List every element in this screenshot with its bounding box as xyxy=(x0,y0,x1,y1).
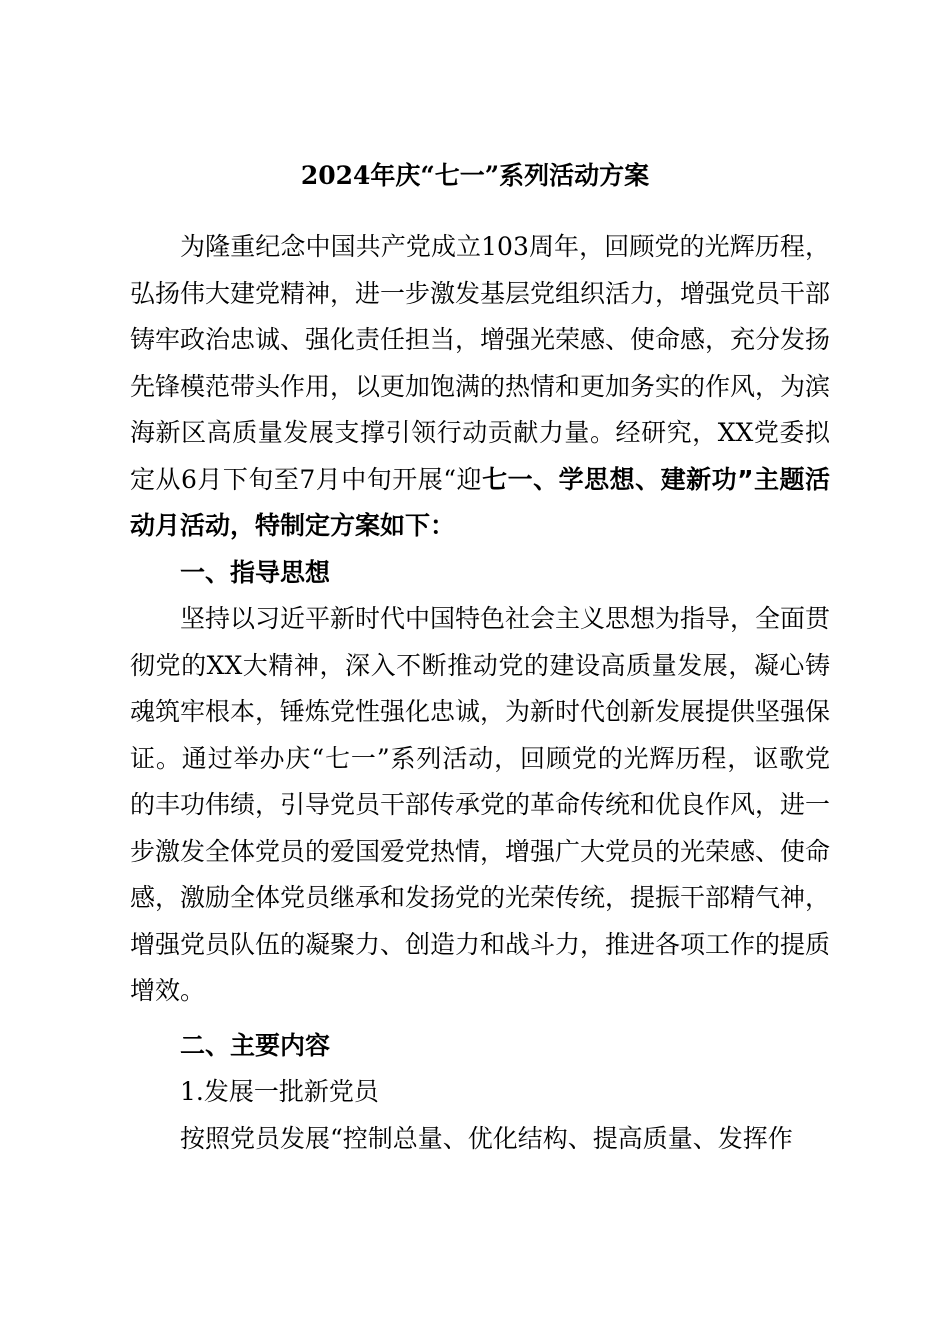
intro-text: 为隆重纪念中国共产党成立103周年，回顾党的光辉历程，弘扬伟大建党精神，进一步激发基层党组织活力，增强党员干部铸牢政治忠诚、强化责任担当，增强光荣感、使命感，充分发扬先锋模范带头作用，以更加饱满的热情和更加务实的作风，为滨海新区高质量发展支撑引领行动贡献力量。经研究，XX党委拟定从6月下旬至7月中旬开展“迎 xyxy=(130,232,831,494)
item1-heading: 1.发展一批新党员 xyxy=(180,1077,379,1106)
intro-paragraph xyxy=(130,224,830,550)
item1-paragraph: 按照党员发展“控制总量、优化结构、提高质量、发挥作 xyxy=(180,1123,793,1153)
document-body xyxy=(130,224,830,1162)
document-title: 2024年庆“七一”系列活动方案 xyxy=(300,161,650,190)
section1-heading: 一、指导思想 xyxy=(180,557,331,587)
section1-paragraph: 坚持以习近平新时代中国特色社会主义思想为指导，全面贯彻党的XX大精神，深入不断推动党的建设高质量发展，凝心铸魂筑牢根本，锤炼党性强化忠诚，为新时代创新发展提供坚强保证。通过举办庆“七一”系列活动，回顾党的光辉历程，讴歌党的丰功伟绩，引导党员干部传承党的革命传统和优良作风，进一步激发全体党员的爱国爱党热情，增强广大党员的光荣感、使命感，激励全体党员继承和发扬党的光荣传统，提振干部精气神，增强党员队伍的凝聚力、创造力和战斗力，推进各项工作的提质增效。 xyxy=(130,604,831,1005)
section2-heading: 二、主要内容 xyxy=(180,1030,331,1060)
intro-theme-text: 七一、学思想、建新功”主题活动月活动，特制定方案如下： xyxy=(130,464,830,540)
